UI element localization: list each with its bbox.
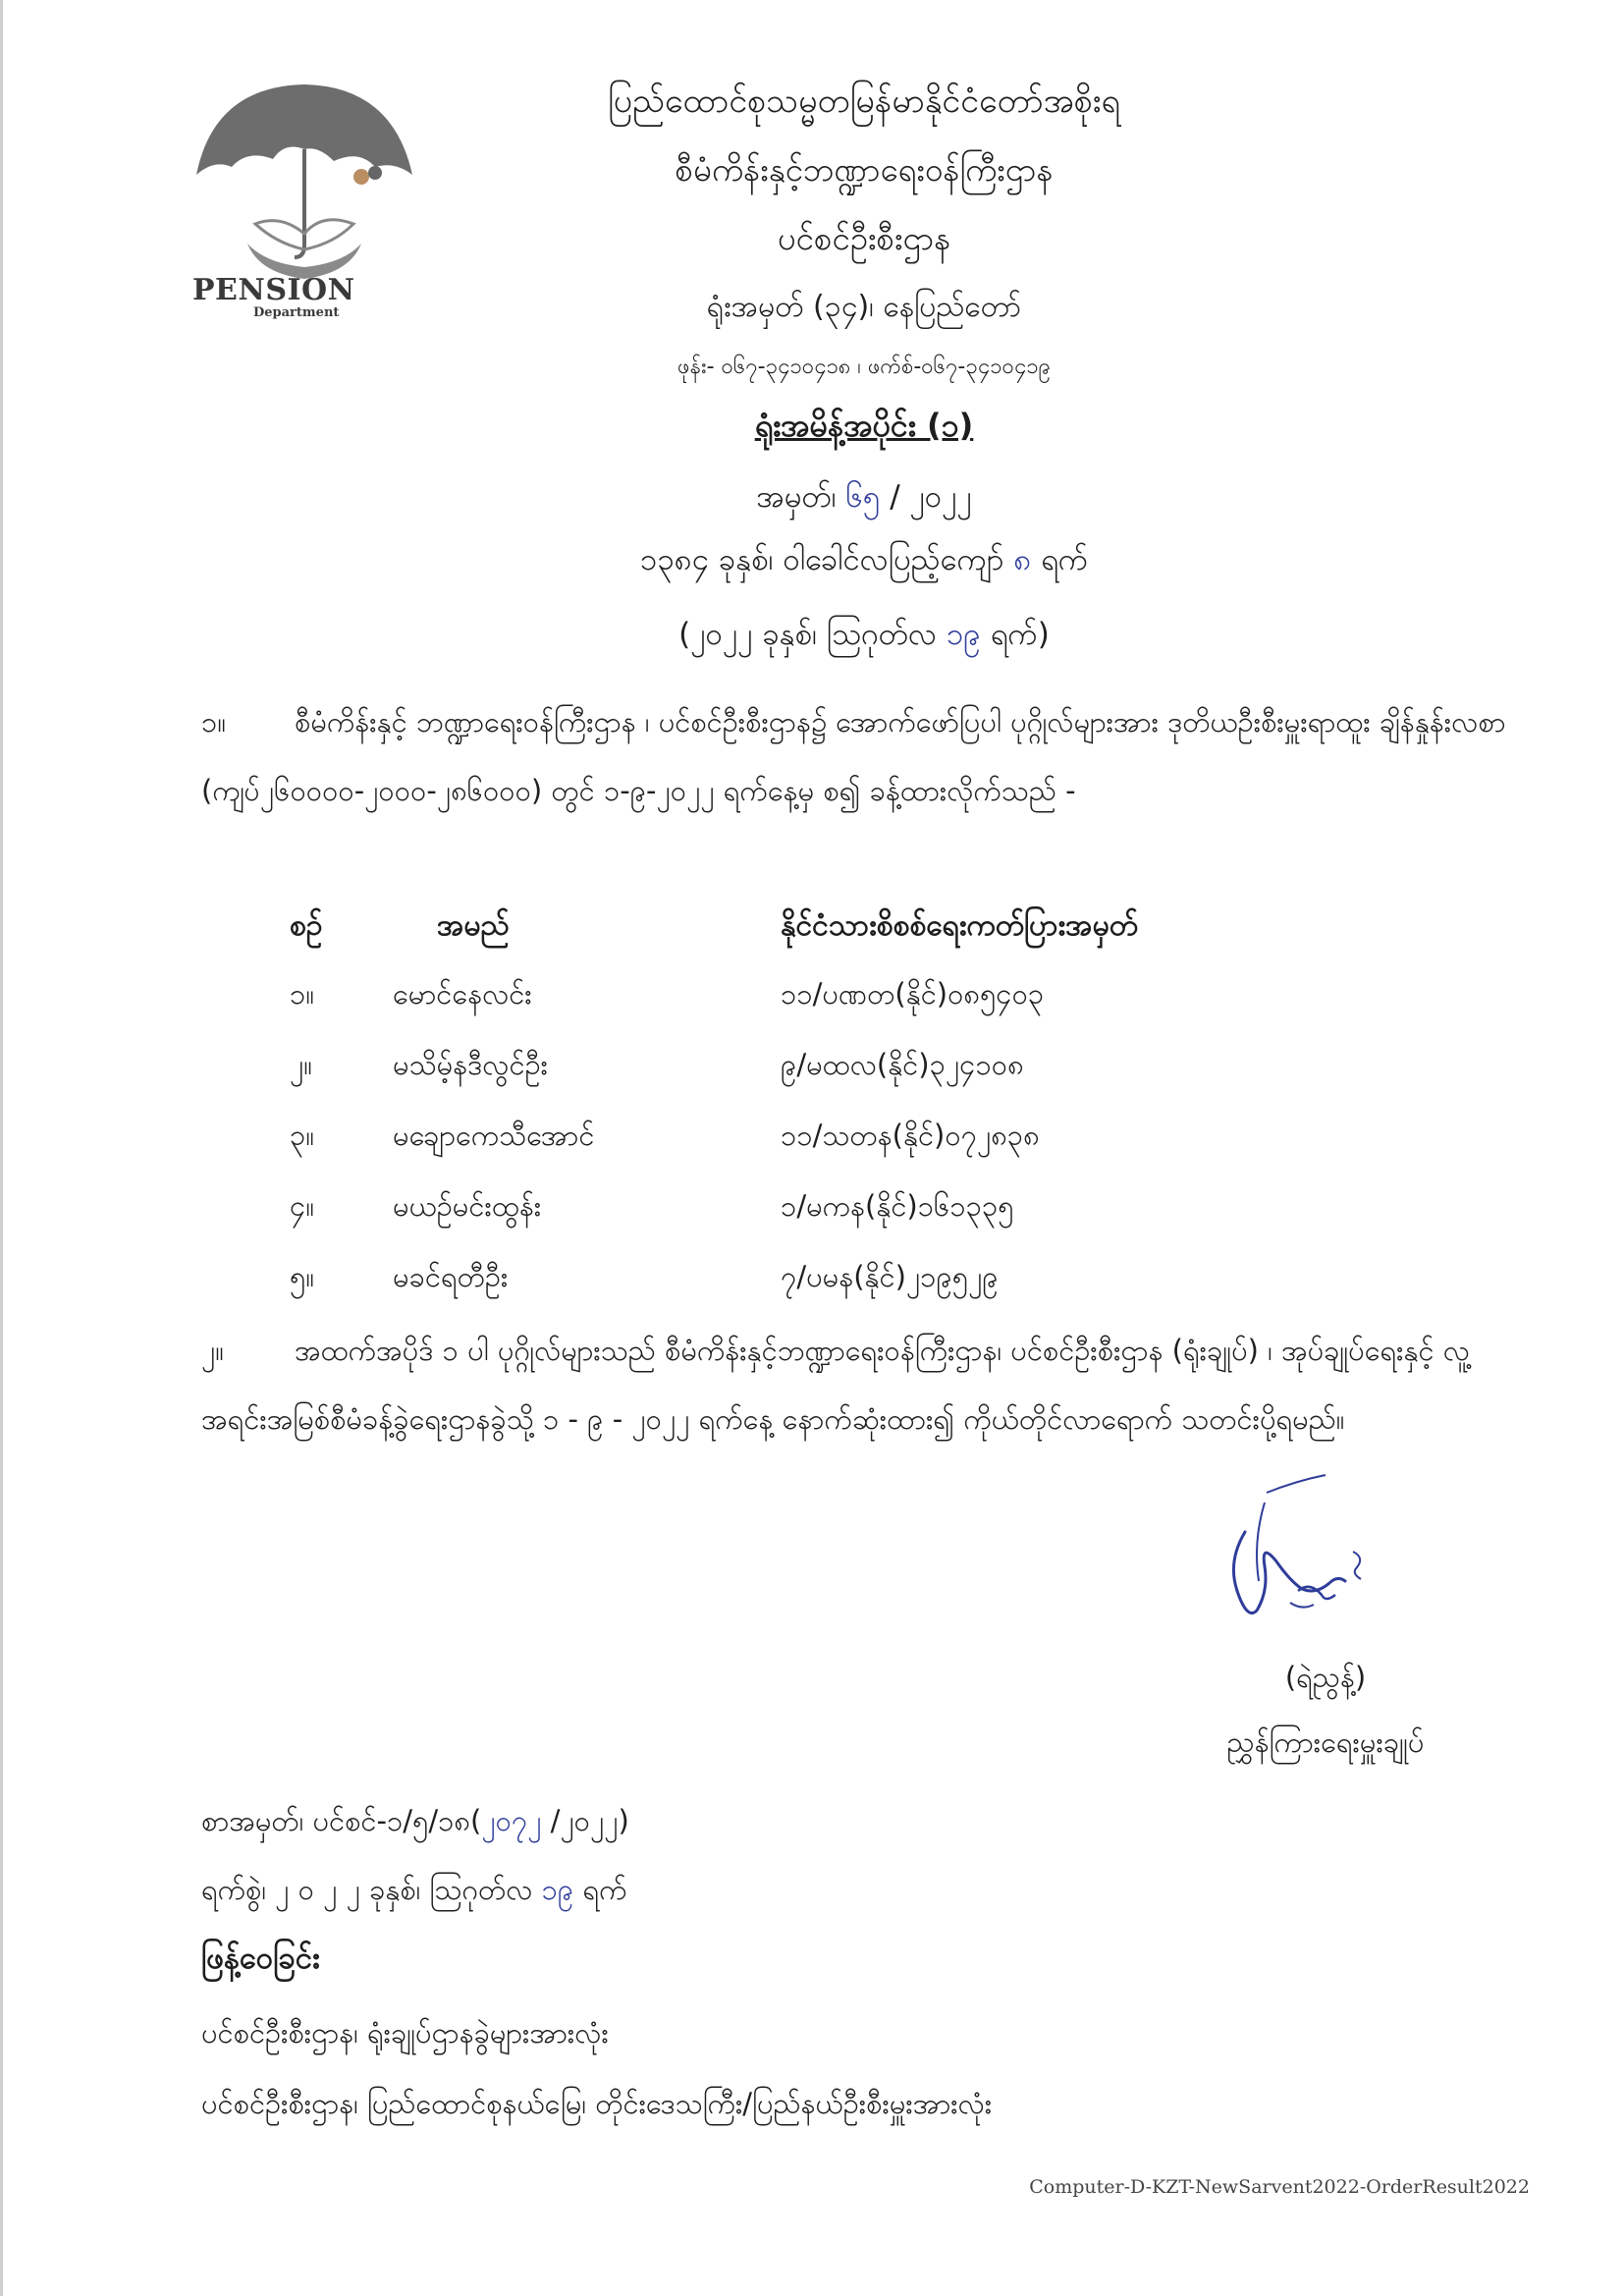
row-serial: ၁။: [290, 977, 315, 1011]
row-nrc: ၁၁/ပဏတ(နိုင်)၀၈၅၄၀၃: [781, 977, 1045, 1011]
row-serial: ၃။: [290, 1119, 315, 1152]
myanmar-date: [373, 540, 1355, 585]
row-name: မချောကေသီအောင်: [393, 1119, 595, 1152]
signatory-title: ညွှန်ကြားရေးမှူးချုပ်: [1226, 1725, 1425, 1759]
reference-number: [201, 1803, 629, 1845]
signature-icon: [1208, 1473, 1394, 1660]
department-title: ပင်စင်ဦးစီးဌာန: [777, 219, 951, 257]
order-number-handwritten: ၆၅: [845, 479, 881, 515]
order-number-label: အမှတ်၊: [756, 479, 846, 515]
logo-wordmark: [192, 273, 355, 320]
scan-edge: [0, 0, 3, 2296]
reference-prefix: စာအမှတ်၊ ပင်စင်-၁/၅/၁၈(: [201, 1804, 482, 1837]
logo-subtitle: Department: [253, 305, 340, 320]
gregorian-date-suffix: ရက်): [980, 617, 1050, 652]
reference-date-prefix: ရက်စွဲ၊ ၂ ၀ ၂ ၂ ခုနှစ်၊ ဩဂုတ်လ: [201, 1873, 542, 1906]
reference-date-suffix: ရက်: [573, 1873, 627, 1906]
row-serial: ၅။: [290, 1260, 315, 1293]
order-number: [373, 477, 1355, 522]
myanmar-date-prefix: ၁၃၈၄ ခုနှစ်၊ ဝါခေါင်လပြည့်ကျော်: [639, 542, 1014, 577]
header-serial: စဉ်: [290, 908, 323, 943]
table-row: [290, 1118, 1370, 1188]
distribution-item: ပင်စင်ဦးစီးဌာန၊ ပြည်ထောင်စုနယ်မြေ၊ တိုင်းဒေသကြီး/ပြည်နယ်ဦးစီးမှူးအားလုံး: [201, 2087, 993, 2120]
distribution-heading: ဖြန့်ဝေခြင်း: [201, 1941, 320, 1976]
header-name: အမည်: [437, 908, 510, 943]
row-serial: ၂။: [290, 1048, 313, 1081]
row-name: မောင်နေလင်း: [393, 977, 532, 1011]
reference-suffix: /၂၀၂၂): [541, 1804, 629, 1837]
row-nrc: ၇/ပမန(နိုင်)၂၁၉၅၂၉: [781, 1260, 999, 1293]
computer-reference: Computer-D-KZT-NewSarvent2022-OrderResult2022: [1029, 2176, 1530, 2198]
paragraph-2-text: အထက်အပိုဒ် ၁ ပါ ပုဂ္ဂိုလ်များသည် စီမံကိန်းနှင့်ဘဏ္ဍာရေးဝန်ကြီးဌာန၊ ပင်စင်ဦးစီးဌာန (ရုံးချုပ်) ၊ အုပ်ချုပ်ရေးနှင့် လူ့အရင်းအမြစ်စီမံခန့်ခွဲရေးဌာနခွဲသို့ ၁ - ၉ - ၂၀၂၂ ရက်နေ့ နောက်ဆုံးထား၍ ကိုယ်တိုင်လာရောက် သတင်းပို့ရမည်။: [201, 1334, 1470, 1436]
order-number-year: / ၂၀၂၂: [880, 479, 972, 515]
row-nrc: ၁/မကန(နိုင်)၁၆၁၃၃၅: [781, 1189, 1014, 1223]
row-name: မယဉ်မင်းထွန်း: [393, 1189, 542, 1223]
row-nrc: ၁၁/သတန(နိုင်)၀၇၂၈၃၈: [781, 1119, 1040, 1152]
office-address: ရုံးအမှတ် (၃၄)၊ နေပြည်တော်: [706, 290, 1022, 324]
contact-numbers: ဖုန်း- ၀၆၇-၃၄၁၀၄၁၈ ၊ ဖက်စ်-၀၆၇-၃၄၁၀၄၁၉: [677, 355, 1051, 379]
paragraph-1-text: စီမံကိန်းနှင့် ဘဏ္ဍာရေးဝန်ကြီးဌာန ၊ ပင်စင်ဦးစီးဌာန၌ အောက်ဖော်ပြပါ ပုဂ္ဂိုလ်များအား ဒုတိယဦးစီးမှူးရာထူး ချိန်နှုန်းလစာ (ကျပ်၂၆၀၀၀၀-၂၀၀၀-၂၈၆၀၀၀) တွင် ၁-၉-၂၀၂၂ ရက်နေ့မှ စ၍ ခန့်ထားလိုက်သည် -: [201, 705, 1506, 807]
header-nrc: နိုင်ငံသားစိစစ်ရေးကတ်ပြားအမှတ်: [781, 908, 1139, 943]
logo-title: PENSION: [192, 273, 355, 307]
order-title: ရုံးအမိန့်အပိုင်း (၁): [754, 407, 974, 444]
row-nrc: ၉/မထလ(နိုင်)၃၂၄၁၀၈: [781, 1048, 1024, 1081]
table-row: [290, 1188, 1370, 1259]
gregorian-date: [373, 615, 1355, 660]
distribution-item: ပင်စင်ဦးစီးဌာန၊ ရုံးချုပ်ဌာနခွဲများအားလုံး: [201, 2016, 609, 2050]
row-name: မသိမ့်နဒီလွင်ဦး: [393, 1048, 549, 1081]
paragraph-2-number: ၂။: [201, 1334, 225, 1367]
paragraph-2: [201, 1316, 1537, 1453]
reference-date: [201, 1872, 626, 1914]
paragraph-1: [201, 687, 1537, 825]
reference-date-handwritten: ၁၉: [541, 1873, 574, 1906]
signatory-name: (ရဲညွန့်): [1284, 1661, 1367, 1694]
paragraph-1-number: ၁။: [201, 705, 227, 738]
myanmar-date-handwritten: ၈: [1013, 542, 1032, 577]
reference-handwritten: ၂၀၇၂: [481, 1804, 542, 1837]
gregorian-date-handwritten: ၁၉: [946, 617, 981, 652]
myanmar-date-suffix: ရက်: [1031, 542, 1089, 577]
table-row: [290, 1047, 1370, 1118]
table-row: [290, 976, 1370, 1047]
ministry-title: စီမံကိန်းနှင့်ဘဏ္ဍာရေးဝန်ကြီးဌာန: [675, 150, 1054, 189]
row-serial: ၄။: [290, 1189, 315, 1223]
row-name: မခင်ရတီဦး: [393, 1260, 509, 1293]
gregorian-date-prefix: (၂၀၂၂ ခုနှစ်၊ ဩဂုတ်လ: [678, 617, 947, 652]
appointee-table: [290, 905, 1370, 1330]
table-header: [290, 905, 1370, 976]
government-title: ပြည်ထောင်စုသမ္မတမြန်မာနိုင်ငံတော်အစိုးရ: [607, 82, 1121, 121]
